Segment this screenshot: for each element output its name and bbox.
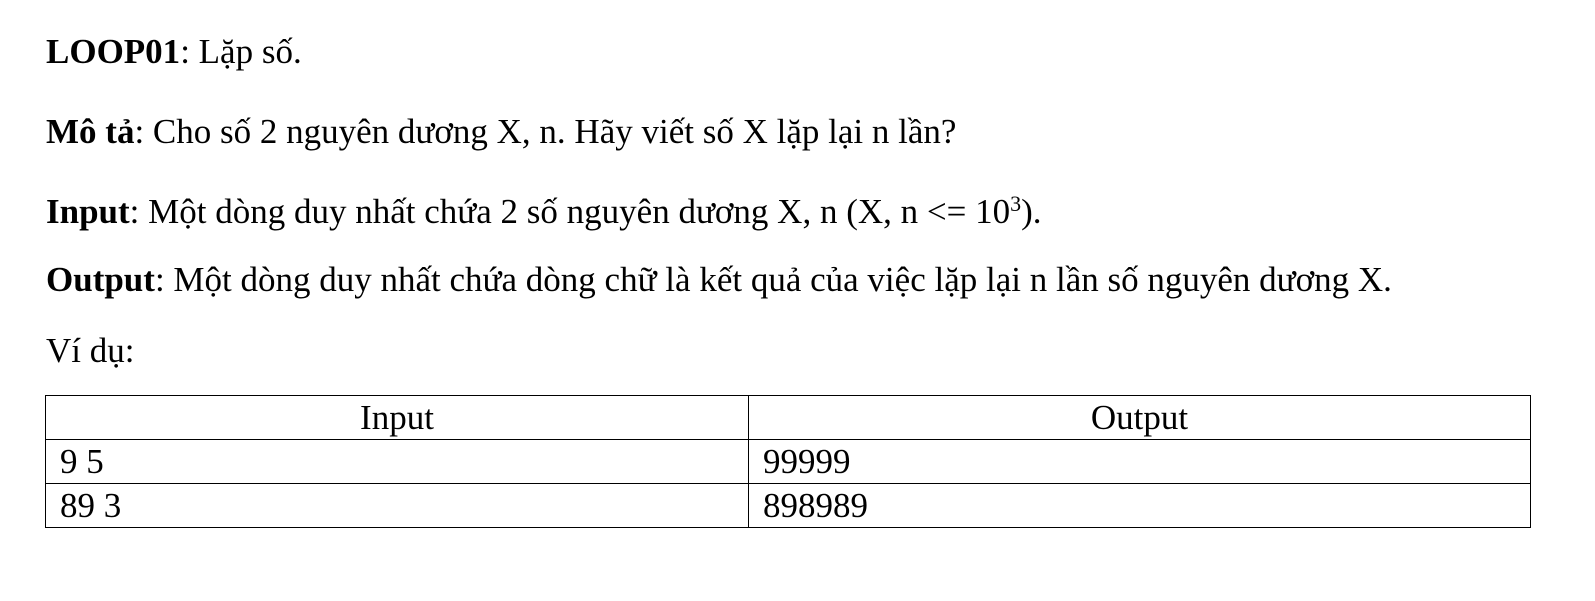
- cell-output: 99999: [749, 440, 1531, 484]
- header-output: Output: [749, 396, 1531, 440]
- examples-table: [45, 395, 1531, 528]
- description-line: [46, 112, 956, 152]
- input-line: [46, 192, 1042, 232]
- example-label: Ví dụ:: [46, 331, 135, 370]
- cell-output: 898989: [749, 484, 1531, 528]
- problem-code: LOOP01: [46, 32, 181, 71]
- output-line: [46, 260, 1392, 300]
- input-exponent: 3: [1010, 191, 1022, 216]
- output-label: Output: [46, 260, 155, 299]
- input-label: Input: [46, 192, 130, 231]
- description-label: Mô tả: [46, 112, 135, 151]
- table-row: [46, 440, 1531, 484]
- problem-title: [46, 32, 302, 72]
- description-text: : Cho số 2 nguyên dương X, n. Hãy viết số X lặp lại n lần?: [134, 112, 957, 151]
- table-header-row: [46, 396, 1531, 440]
- cell-input: 89 3: [46, 484, 749, 528]
- problem-title-sep: :: [180, 32, 190, 71]
- header-input: Input: [46, 396, 749, 440]
- input-text: : Một dòng duy nhất chứa 2 số nguyên dương X, n (X, n <= 10: [129, 192, 1011, 231]
- output-text: : Một dòng duy nhất chứa dòng chữ là kết quả của việc lặp lại n lần số nguyên dương X.: [154, 260, 1392, 299]
- input-text-end: ).: [1021, 192, 1042, 231]
- cell-input: 9 5: [46, 440, 749, 484]
- table-row: [46, 484, 1531, 528]
- problem-title-text: Lặp số.: [189, 32, 302, 71]
